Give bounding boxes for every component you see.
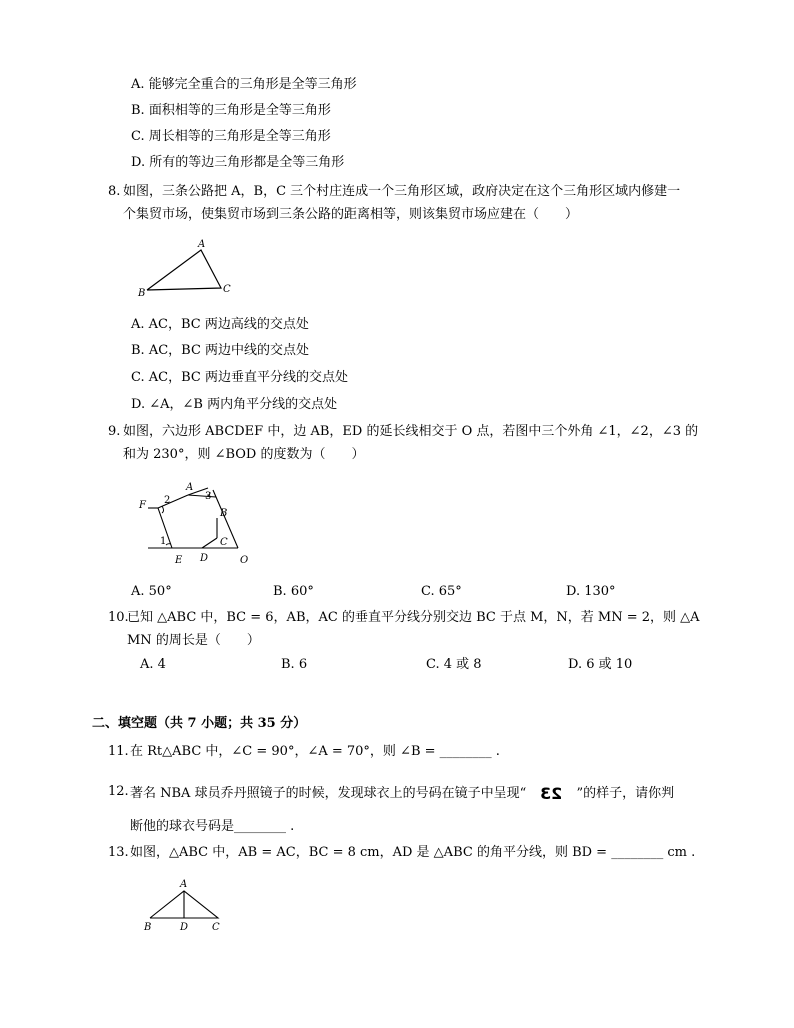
- q8-label-b: B: [138, 288, 146, 299]
- q9-label-c: C: [220, 537, 228, 548]
- q9-hexagon-figure: [130, 475, 260, 570]
- section-heading-fill-in: 二、填空题（共 7 小题；共 35 分）: [92, 716, 307, 731]
- q9-label-o: O: [240, 555, 249, 566]
- q9-stem-line1: 如图，六边形 ABCDEF 中，边 AB，ED 的延长线相交于 O 点，若图中三个外角 ∠1，∠2，∠3 的: [123, 424, 699, 439]
- q7-option-c: C. 周长相等的三角形是全等三角形: [131, 129, 331, 144]
- q8-label-a: A: [198, 239, 206, 250]
- q9-label-b: B: [220, 508, 228, 519]
- q12-stem-line1: [130, 784, 674, 803]
- q12-number: 12.: [108, 784, 129, 799]
- q10-stem-line1: 已知 △ABC 中，BC = 6，AB，AC 的垂直平分线分别交边 BC 于点 M，N，若 MN = 2，则 △A: [127, 610, 700, 625]
- q10-option-d: D. 6 或 10: [568, 657, 633, 672]
- q8-triangle-figure: [130, 235, 240, 300]
- q9-label-a: A: [186, 482, 194, 493]
- q10-number: 10.: [108, 610, 129, 625]
- q9-label-e: E: [175, 555, 183, 566]
- q8-label-c: C: [223, 284, 231, 295]
- q8-option-c: C. AC，BC 两边垂直平分线的交点处: [131, 370, 348, 385]
- q9-option-a: A. 50°: [131, 584, 172, 599]
- q10-option-b: B. 6: [281, 657, 308, 672]
- q10-stem-line2: MN 的周长是（ ）: [127, 633, 260, 648]
- q7-option-b: B. 面积相等的三角形是全等三角形: [131, 103, 331, 118]
- q8-option-a: A. AC，BC 两边高线的交点处: [131, 317, 309, 332]
- mirrored-number-image: 23: [540, 784, 563, 803]
- q13-triangle-figure: [140, 875, 230, 935]
- q13-label-b: B: [144, 922, 152, 933]
- q13-label-c: C: [212, 922, 220, 933]
- q13-label-d: D: [180, 922, 189, 933]
- q9-option-b: B. 60°: [273, 584, 314, 599]
- q9-number: 9.: [108, 424, 121, 439]
- q9-stem-line2: 和为 230°，则 ∠BOD 的度数为（ ）: [123, 447, 365, 462]
- q11-stem: 在 Rt△ABC 中，∠C = 90°，∠A = 70°，则 ∠B = ________ .: [130, 744, 500, 759]
- q8-option-d: D. ∠A，∠B 两内角平分线的交点处: [131, 397, 338, 412]
- q10-option-a: A. 4: [140, 657, 166, 672]
- q10-option-c: C. 4 或 8: [426, 657, 482, 672]
- q11-number: 11.: [108, 744, 129, 759]
- q13-stem: 如图，△ABC 中，AB = AC，BC = 8 cm，AD 是 △ABC 的角平分线，则 BD = ________ cm .: [130, 845, 696, 860]
- q7-option-d: D. 所有的等边三角形都是全等三角形: [131, 155, 345, 170]
- q12-stem-line2: 断他的球衣号码是________ .: [130, 819, 295, 834]
- q13-label-a: A: [180, 879, 188, 890]
- q9-label-1: 1: [160, 536, 167, 547]
- q9-option-d: D. 130°: [566, 584, 616, 599]
- q9-label-f: F: [139, 500, 146, 511]
- q9-option-c: C. 65°: [421, 584, 462, 599]
- q9-label-2: 2: [164, 495, 171, 506]
- q12-text-after: ”的样子，请你判: [576, 786, 675, 801]
- q12-text-before: 著名 NBA 球员乔丹照镜子的时候，发现球衣上的号码在镜子中呈现“: [130, 786, 527, 801]
- q8-option-b: B. AC，BC 两边中线的交点处: [131, 343, 310, 358]
- q13-number: 13.: [108, 845, 129, 860]
- q9-label-3: 3: [205, 491, 212, 502]
- q8-number: 8.: [108, 184, 121, 199]
- q7-option-a: A. 能够完全重合的三角形是全等三角形: [131, 77, 357, 92]
- q9-label-d: D: [200, 553, 209, 564]
- q8-stem-line1: 如图，三条公路把 A，B，C 三个村庄连成一个三角形区域，政府决定在这个三角形区域内修建一: [123, 184, 681, 199]
- q8-stem-line2: 个集贸市场，使集贸市场到三条公路的距离相等，则该集贸市场应建在（ ）: [123, 207, 579, 222]
